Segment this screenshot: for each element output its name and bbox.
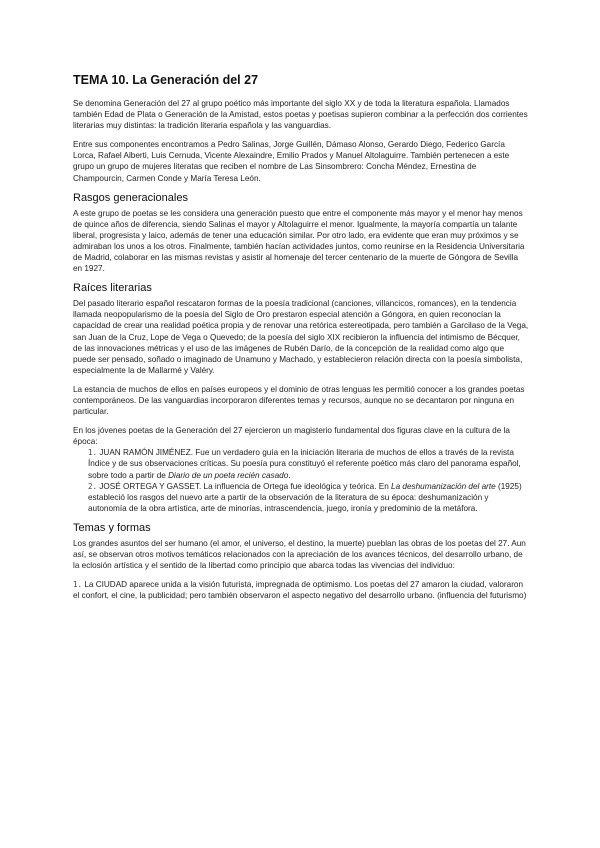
list-text-end: (1925) estableció los rasgos del nuevo arte a partir de la observación de la literatura de su época: deshumanización y autonomía de la obra artística, arte de minorías, intrascendencia, juego, ironía y predominio de la metáfora. <box>88 481 522 513</box>
list-number: 1. <box>88 448 98 458</box>
section-heading-temas: Temas y formas <box>73 521 151 534</box>
book-title: Diario de un poeta recién casado <box>168 470 289 480</box>
list-text-end: . <box>288 470 291 480</box>
raices-paragraph-3: En los jóvenes poetas de la Generación del 27 ejercieron un magisterio fundamental dos figuras clave en la cultura de la época: <box>73 426 510 447</box>
temas-item-ciudad <box>73 579 529 601</box>
list-number: 2. <box>88 481 98 491</box>
list-text: JOSÉ ORTEGA Y GASSET. La influencia de Ortega fue ideológica y teórica. En <box>99 481 392 491</box>
list-text: JUAN RAMÓN JIMÉNEZ. Fue un verdadero guía en la iniciación literaria de muchos de ellos a través de la revista Índice y de sus observaciones críticas. Su poesía pura constituyó el referente poético más claro del panorama español, sobre todo a partir de <box>88 448 521 480</box>
key-figures-list <box>73 447 529 514</box>
intro-paragraph-2: Entre sus componentes encontramos a Pedro Salinas, Jorge Guillén, Dámaso Alonso, Gerardo Diego, Federico García Lorca, Rafael Alberti, Luis Cernuda, Vicente Alexaindre, Emilio Prados y Manuel Altolaguirre. También pertenecen a este grupo un grupo de mujeres literatas que reciben el nombre de Las Sinsombrero: Concha Méndez, Ernestina de Champourcin, Carmen Conde y María Teresa León. <box>73 140 510 183</box>
section-heading-rasgos: Rasgos generacionales <box>73 191 188 204</box>
document-body <box>73 72 529 601</box>
rasgos-paragraph: A este grupo de poetas se les considera una generación puesto que entre el componente más mayor y el menor hay menos de quince años de diferencia, siendo Salinas el mayor y Altolaguirre el menor. Igualmente, la mayoría compartía un talante liberal, progresista y laico, además de tener una educación similar. Por otro lado, era evidente que eran muy próximos y se admiraban los unos a los otros. Finalmente, también hacían actividades juntos, como reunirse en la Residencia Universitaria de Madrid, colaborar en las mismas revistas y asistir al homenaje del tercer centenario de la muerte de Góngora de Sevilla en 1927. <box>73 208 525 274</box>
raices-paragraph-1: Del pasado literario español rescataron formas de la poesía tradicional (canciones, villancicos, romances), en la tendencia llamada neopopularismo de la poesía del Siglo de Oro prestaron especial atención a Góngora, en quien reconocían la capacidad de crear una realidad poética propia y de renovar una retórica estereotipada, pero también a Garcilaso de la Vega, san Juan de la Cruz, Lope de Vega o Quevedo; de la poesía del siglo XIX recibieron la influencia del intimismo de Bécquer, de las innovaciones métricas y el uso de las imágenes de Rubén Darío, de la concepción de la realidad como algo que puede ser pensado, soñado o imaginado de Unamuno y Machado, y establecieron relación directa con la poesía simbolista, especialmente la de Mallarmé y Valéry. <box>73 299 529 375</box>
book-title: La deshumanización del arte <box>391 481 496 491</box>
raices-paragraph-2: La estancia de muchos de ellos en países europeos y el dominio de otras lenguas les permitió conocer a los grandes poetas contemporáneos. De las vanguardias incorporaron diferentes temas y recursos, aunque no se decantaron por ninguna en particular. <box>73 384 525 417</box>
temas-paragraph: Los grandes asuntos del ser humano (el amor, el universo, el destino, la muerte) pueblan las obras de los poetas del 27. Aun así, se observan otros motivos temáticos relacionados con la apreciación de los avances técnicos, del desarrollo urbano, de la eclosión artística y el sentido de la libertad como principio que abarca todas las vivencias del individuo: <box>73 538 526 571</box>
list-item <box>88 447 529 480</box>
list-item <box>88 481 529 514</box>
list-text: La CIUDAD aparece unida a la visión futurista, impregnada de optimismo. Los poetas del 27 amaron la ciudad, valoraron el confort, el cine, la publicidad; pero también observaron el aspecto negativo del desarrollo urbano. (influencia del futurismo) <box>73 580 527 601</box>
list-number: 1. <box>73 580 83 590</box>
intro-paragraph-1: Se denomina Generación del 27 al grupo poético más importante del siglo XX y de toda la literatura española. Llamados también Edad de Plata o Generación de la Amistad, estos poetas y poetisas supieron combinar a la perfección dos corrientes literarias muy distintas: la tradición literaria española y las vanguardias. <box>73 99 528 131</box>
document-title: TEMA 10. La Generación del 27 <box>73 73 259 87</box>
section-heading-raices: Raíces literarias <box>73 282 152 295</box>
